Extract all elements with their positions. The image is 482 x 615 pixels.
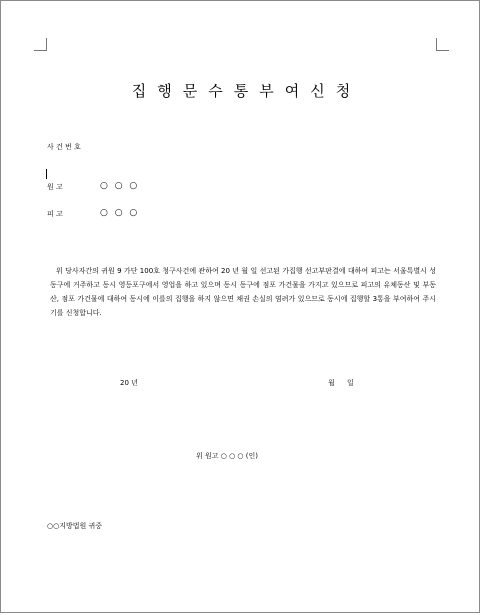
defendant-label: 피 고 [47, 210, 63, 218]
defendant-name: ○ ○ ○ [100, 208, 140, 218]
plaintiff-label: 원 고 [47, 183, 63, 191]
plaintiff-name: ○ ○ ○ [100, 181, 140, 191]
case-number-label: 사 건 번 호 [47, 143, 81, 151]
date-year: 20 년 [120, 379, 138, 387]
petition-body: 위 당사자간의 귀원 9 가단 100호 청구사건에 관하여 20 년 월 일 선고된 가집행 선고부판결에 대하여 피고는 서울특별시 성동구에 거주하고 동시 영등포구에서 영업을 하고 있으며 동시 동구에 점포 가건물을 가지고 있으므로 피고의 유체동산 및 부동산, 점포 가건물에 대하여 동시에 이를의 집행을 하지 않으면 채권 손실의 염려가 있으므로 동시에 집행할 3통을 부여하여 주시기를 신청합니다. [50, 267, 436, 317]
text-cursor [46, 169, 47, 179]
court-address: ○○지방법원 귀중 [47, 522, 103, 530]
date-month-day: 월 일 [328, 379, 354, 387]
signature-line: 위 원고 ○ ○ ○ (인) [196, 452, 258, 460]
crop-mark-top-right [436, 38, 449, 51]
document-title: 집행문수통부여신청 [131, 82, 362, 100]
crop-mark-top-left [34, 38, 47, 51]
